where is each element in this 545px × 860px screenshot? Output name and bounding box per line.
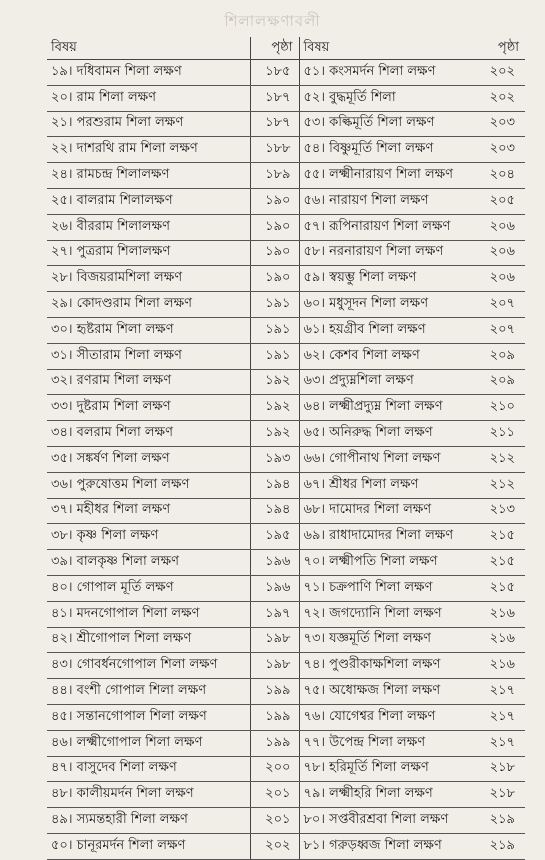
entry-title-left: ৪৮। কালীয়মর্দন শিলা লক্ষণ [47,782,250,808]
entry-page-right: ২০২ [472,85,525,111]
entry-title-right: ৭০। লক্ষ্মীপতি শিলা লক্ষণ [299,550,472,576]
table-row [47,833,525,859]
entry-title-right: ৬০। মধুসূদন শিলা লক্ষণ [299,292,472,318]
entry-page-left: ১৯২ [250,395,299,421]
entry-title-left: ২৪। রামচন্দ্র শিলালক্ষণ [47,163,250,189]
entry-page-left: ১৯৯ [250,704,299,730]
entry-title-left: ৪৩। গোবর্ধনগোপাল শিলা লক্ষণ [47,653,250,679]
entry-page-left: ১৯১ [250,343,299,369]
table-row [47,85,525,111]
entry-title-right: ৭৬। যোগেশ্বর শিলা লক্ষণ [299,704,472,730]
entry-page-left: ১৯৭ [250,601,299,627]
entry-page-right: ২০৫ [472,188,525,214]
entry-title-right: ৭৮। হরিমূর্তি শিলা লক্ষণ [299,756,472,782]
table-row [47,137,525,163]
entry-page-right: ২১৭ [472,679,525,705]
entry-page-right: ২১৩ [472,498,525,524]
entry-title-left: ১৯। দধিবামন শিলা লক্ষণ [47,60,250,86]
entry-title-left: ২২। দাশরথি রাম শিলা লক্ষণ [47,137,250,163]
entry-title-right: ৭৪। পুণ্ডরীকাক্ষশিলা লক্ষণ [299,653,472,679]
entry-title-right: ৬৩। প্রদ্যুম্নশিলা লক্ষণ [299,369,472,395]
entry-title-left: ৩৩। দুষ্টরাম শিলা লক্ষণ [47,395,250,421]
table-row [47,60,525,86]
entry-page-left: ১৯৯ [250,679,299,705]
entry-page-left: ১৯২ [250,369,299,395]
entry-title-right: ৫৪। বিষ্ণুমূর্তি শিলা লক্ষণ [299,137,472,163]
entry-title-right: ৬২। কেশব শিলা লক্ষণ [299,343,472,369]
table-row [47,395,525,421]
entry-page-left: ২০২ [250,833,299,859]
entry-title-right: ৬৫। অনিরুদ্ধ শিলা লক্ষণ [299,421,472,447]
entry-title-left: ৪১। মদনগোপাল শিলা লক্ষণ [47,601,250,627]
page-title: শিলালক্ষণাবলী [224,12,321,30]
entry-page-right: ২১৮ [472,782,525,808]
table-row [47,421,525,447]
table-row [47,601,525,627]
entry-title-right: ৫৩। কল্কিমূর্তি শিলা লক্ষণ [299,111,472,137]
entry-page-left: ১৯০ [250,214,299,240]
entry-page-right: ২০৬ [472,214,525,240]
entry-page-left: ২০০ [250,756,299,782]
table-row [47,782,525,808]
entry-title-right: ৭৫। অধোক্ষজ শিলা লক্ষণ [299,679,472,705]
table-row [47,627,525,653]
entry-page-right: ২০৭ [472,292,525,318]
entry-page-right: ২০৭ [472,317,525,343]
entry-page-right: ২১৫ [472,550,525,576]
entry-page-right: ২১৯ [472,808,525,834]
entry-title-left: ৩৪। বলরাম শিলা লক্ষণ [47,421,250,447]
entry-title-left: ৪৫। সন্তানগোপাল শিলা লক্ষণ [47,704,250,730]
table-row [47,575,525,601]
entry-title-right: ৮১। গরুড়ধ্বজ শিলা লক্ষণ [299,833,472,859]
entry-page-right: ২১২ [472,472,525,498]
entry-page-left: ১৯৪ [250,472,299,498]
entry-title-right: ৬৮। দামোদর শিলা লক্ষণ [299,498,472,524]
entry-title-right: ৬১। হয়গ্রীব শিলা লক্ষণ [299,317,472,343]
entry-page-right: ২১৬ [472,601,525,627]
entry-page-right: ২১৫ [472,524,525,550]
entry-page-left: ১৮৫ [250,60,299,86]
entry-title-right: ৮০। সপ্তবীরশ্রবা শিলা লক্ষণ [299,808,472,834]
entry-title-left: ৩২। রণরাম শিলা লক্ষণ [47,369,250,395]
table-row [47,679,525,705]
table-row [47,266,525,292]
entry-title-left: ২১। পরশুরাম শিলা লক্ষণ [47,111,250,137]
entry-title-left: ৩৭। মহীধর শিলা লক্ষণ [47,498,250,524]
entry-title-right: ৫১। কংসমর্দন শিলা লক্ষণ [299,60,472,86]
table-row [47,369,525,395]
entry-page-right: ২০৯ [472,369,525,395]
table-row [47,524,525,550]
entry-page-left: ১৯৪ [250,498,299,524]
entry-page-left: ১৯৩ [250,446,299,472]
entry-title-right: ৫৮। নরনারায়ণ শিলা লক্ষণ [299,240,472,266]
table-row [47,343,525,369]
entry-title-right: ৬৯। রাধাদামোদর শিলা লক্ষণ [299,524,472,550]
entry-page-right: ২০৪ [472,163,525,189]
table-row [47,188,525,214]
entry-title-right: ৫৬। নারায়ণ শিলা লক্ষণ [299,188,472,214]
contents-table [47,37,525,860]
entry-title-left: ২০। রাম শিলা লক্ষণ [47,85,250,111]
entry-title-right: ৭৯। লক্ষ্মীহরি শিলা লক্ষণ [299,782,472,808]
entry-page-right: ২১৭ [472,704,525,730]
entry-page-right: ২০৬ [472,266,525,292]
entry-page-left: ১৯৬ [250,575,299,601]
entry-title-left: ৪০। গোপাল মূর্তি লক্ষণ [47,575,250,601]
table-row [47,730,525,756]
table-row [47,808,525,834]
entry-page-left: ১৯৫ [250,524,299,550]
entry-title-left: ৩৫। সঙ্কর্ষণ শিলা লক্ষণ [47,446,250,472]
entry-title-right: ৭৩। যজ্ঞমূর্তি শিলা লক্ষণ [299,627,472,653]
entry-title-left: ২৬। বীররাম শিলালক্ষণ [47,214,250,240]
entry-page-left: ১৯২ [250,421,299,447]
entry-title-left: ২৯। কোদণ্ডরাম শিলা লক্ষণ [47,292,250,318]
entry-page-left: ১৯৬ [250,550,299,576]
entry-title-right: ৬৭। শ্রীধর শিলা লক্ষণ [299,472,472,498]
entry-page-right: ২১৬ [472,627,525,653]
entry-title-right: ৫৯। স্বয়ম্ভু শিলা লক্ষণ [299,266,472,292]
table-row [47,472,525,498]
entry-title-left: ৫০। চানূরমর্দন শিলা লক্ষণ [47,833,250,859]
table-row [47,653,525,679]
entry-page-left: ১৯১ [250,317,299,343]
entry-page-left: ১৯০ [250,266,299,292]
entry-title-left: ৪২। শ্রীগোপাল শিলা লক্ষণ [47,627,250,653]
entry-page-right: ২১১ [472,421,525,447]
entry-title-right: ৭১। চক্রপাণি শিলা লক্ষণ [299,575,472,601]
entry-page-right: ২১৭ [472,730,525,756]
entry-page-left: ১৮৯ [250,163,299,189]
topic-header-left: বিষয় [47,37,250,60]
entry-page-left: ১৯৮ [250,653,299,679]
page-header-right: পৃষ্ঠা [472,37,525,60]
entry-title-left: ২৫। বালরাম শিলালক্ষণ [47,188,250,214]
entry-page-left: ১৯০ [250,240,299,266]
entry-title-left: ৪৪। বংশী গোপাল শিলা লক্ষণ [47,679,250,705]
entry-title-left: ৩৬। পুরুষোত্তম শিলা লক্ষণ [47,472,250,498]
entry-title-right: ৭৭। উপেন্দ্র শিলা লক্ষণ [299,730,472,756]
entry-title-left: ২৭। পুত্ররাম শিলালক্ষণ [47,240,250,266]
entry-page-left: ১৯১ [250,292,299,318]
entry-title-right: ৭২। জগদ্যোনি শিলা লক্ষণ [299,601,472,627]
entry-page-right: ২০৩ [472,137,525,163]
entry-title-left: ৩৮। কৃষ্ণ শিলা লক্ষণ [47,524,250,550]
entry-page-left: ১৯০ [250,188,299,214]
entry-page-right: ২১৯ [472,833,525,859]
entry-title-right: ৫২। বুদ্ধমূর্তি শিলা [299,85,472,111]
entry-title-left: ৪৬। লক্ষ্মীগোপাল শিলা লক্ষণ [47,730,250,756]
entry-page-right: ২০৬ [472,240,525,266]
table-row [47,446,525,472]
entry-title-right: ৬৪। লক্ষ্মীপ্রদ্যুম্ন শিলা লক্ষণ [299,395,472,421]
entry-page-right: ২০২ [472,60,525,86]
entry-title-left: ৩১। সীতারাম শিলা লক্ষণ [47,343,250,369]
entry-page-right: ২১২ [472,446,525,472]
entry-title-right: ৫৫। লক্ষ্মীনারায়ণ শিলা লক্ষণ [299,163,472,189]
entry-page-right: ২১০ [472,395,525,421]
contents-body [47,60,525,860]
table-row [47,111,525,137]
table-row [47,292,525,318]
entry-title-right: ৬৬। গোপীনাথ শিলা লক্ষণ [299,446,472,472]
entry-title-left: ৩০। হৃষ্টরাম শিলা লক্ষণ [47,317,250,343]
header-row [47,37,525,60]
entry-page-left: ১৮৭ [250,111,299,137]
entry-title-left: ২৮। বিজয়রামশিলা লক্ষণ [47,266,250,292]
entry-page-left: ২০১ [250,808,299,834]
entry-page-right: ২১৮ [472,756,525,782]
entry-title-left: ৪৭। বাসুদেব শিলা লক্ষণ [47,756,250,782]
entry-page-left: ১৮৭ [250,85,299,111]
table-row [47,214,525,240]
table-row [47,756,525,782]
entry-title-right: ৫৭। রূপিনারায়ণ শিলা লক্ষণ [299,214,472,240]
entry-page-left: ২০১ [250,782,299,808]
table-row [47,498,525,524]
table-row [47,550,525,576]
topic-header-right: বিষয় [299,37,472,60]
entry-page-left: ১৯৯ [250,730,299,756]
entry-page-right: ২১৬ [472,653,525,679]
table-row [47,704,525,730]
entry-title-left: ৩৯। বালকৃষ্ণ শিলা লক্ষণ [47,550,250,576]
page-header-left: পৃষ্ঠা [250,37,299,60]
entry-page-right: ২০৩ [472,111,525,137]
entry-page-left: ১৯৮ [250,627,299,653]
entry-page-left: ১৮৮ [250,137,299,163]
table-row [47,240,525,266]
entry-title-left: ৪৯। স্যমন্তহারী শিলা লক্ষণ [47,808,250,834]
entry-page-right: ২১৫ [472,575,525,601]
table-row [47,163,525,189]
entry-page-right: ২০৯ [472,343,525,369]
table-row [47,317,525,343]
